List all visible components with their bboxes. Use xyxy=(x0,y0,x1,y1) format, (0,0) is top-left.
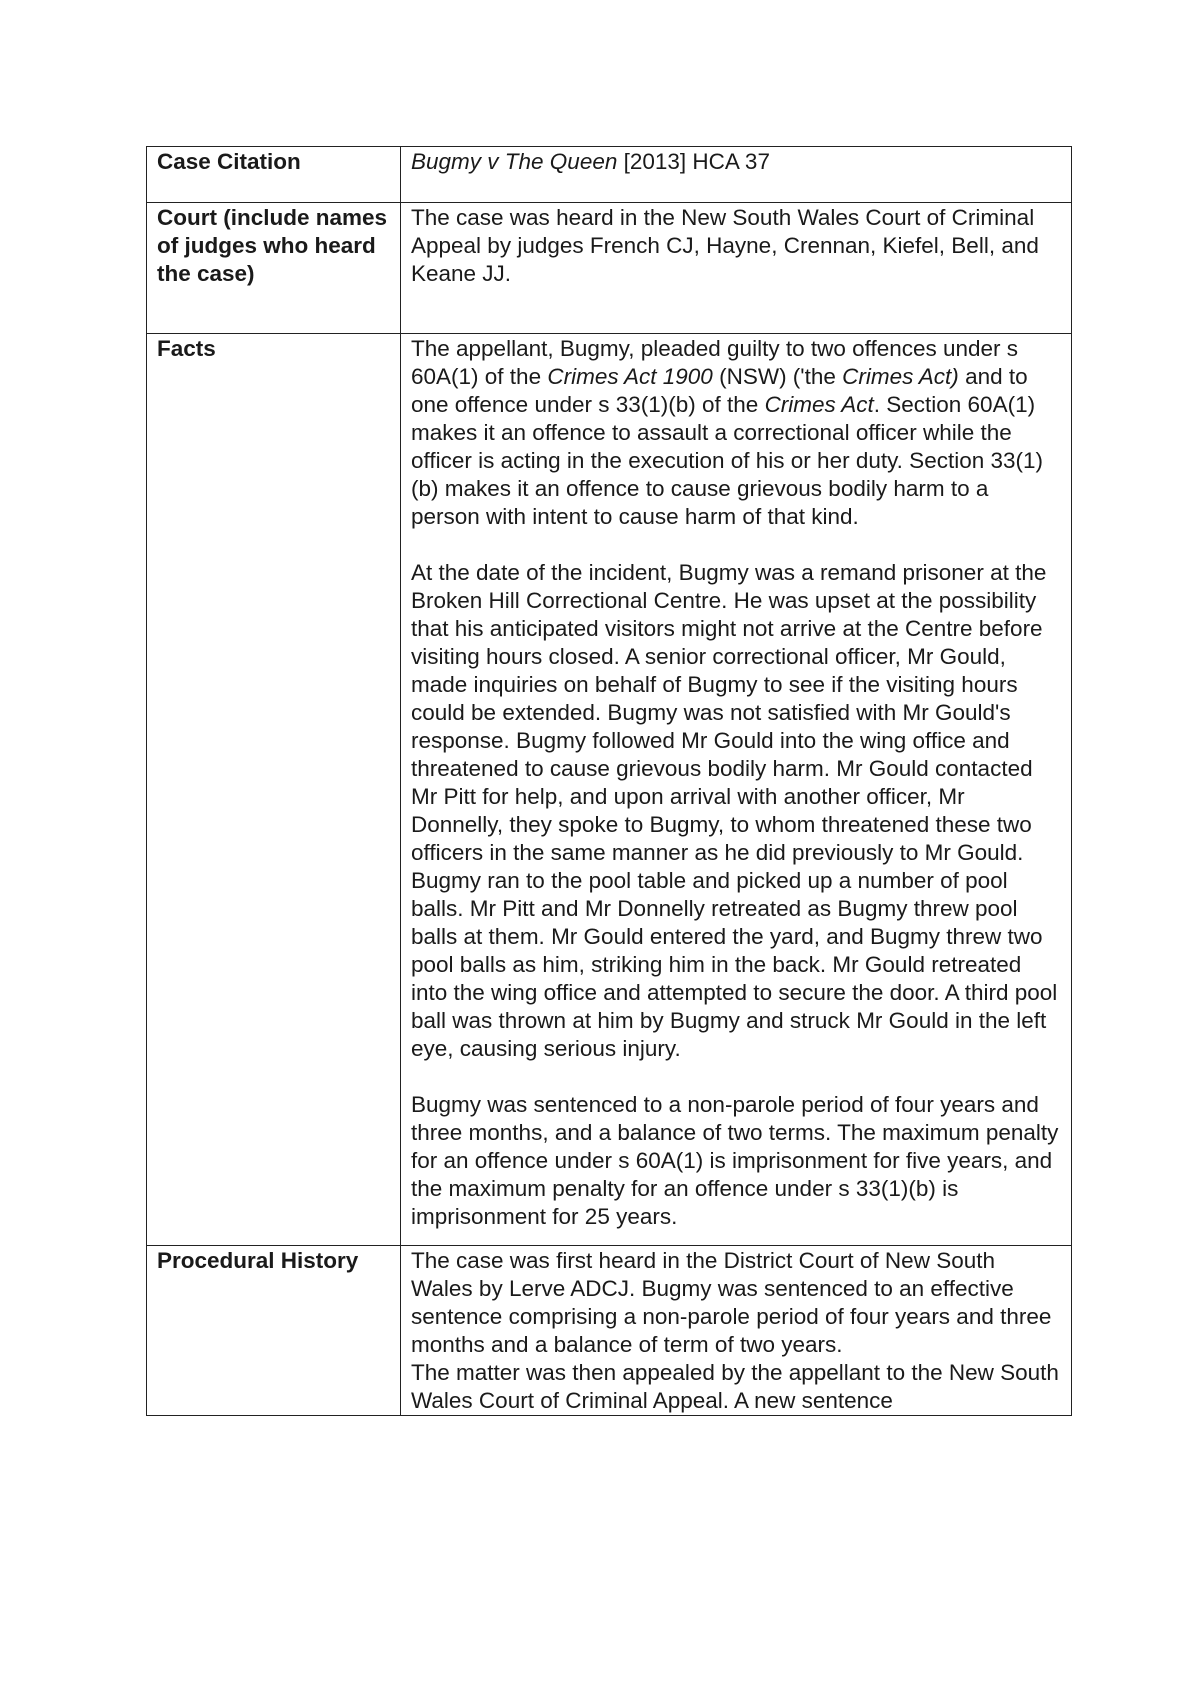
row-case-citation xyxy=(147,147,1072,203)
facts-p1-act-short: Crimes Act) xyxy=(842,364,959,389)
facts-paragraph-2: At the date of the incident, Bugmy was a remand prisoner at the Broken Hill Correctional Centre. He was upset at the possibility that his anticipated visitors might not arrive at the Centre before visiting hours closed. A senior correctional officer, Mr Gould, made inquiries on behalf of Bugmy to see if the visiting hours could be extended. Bugmy was not satisfied with Mr Gould's response. Bugmy followed Mr Gould into the wing office and threatened to cause grievous bodily harm. Mr Gould contacted Mr Pitt for help, and upon arrival with another officer, Mr Donnelly, they spoke to Bugmy, to whom threatened these two officers in the same manner as he did previously to Mr Gould. Bugmy ran to the pool table and picked up a number of pool balls. Mr Pitt and Mr Donnelly retreated as Bugmy threw pool balls at them. Mr Gould entered the yard, and Bugmy threw two pool balls as him, striking him in the back. Mr Gould retreated into the wing office and attempted to secure the door. A third pool ball was thrown at him by Bugmy and struck Mr Gould in the left eye, causing serious injury. xyxy=(411,560,1058,1061)
facts-p1-text-c: (NSW) ('the xyxy=(712,364,843,389)
case-reference: [2013] HCA 37 xyxy=(617,149,770,174)
row-court xyxy=(147,203,1072,334)
case-name: Bugmy v The Queen xyxy=(411,149,618,174)
row-facts xyxy=(147,334,1072,1246)
facts-paragraph-3: Bugmy was sentenced to a non-parole period of four years and three months, and a balance of two terms. The maximum penalty for an offence under s 60A(1) is imprisonment for five years, and the maximum penalty for an offence under s 33(1)(b) is imprisonment for 25 years. xyxy=(411,1092,1059,1229)
procedural-history-label: Procedural History xyxy=(147,1246,401,1416)
facts-p1-act-short-2: Crimes Act xyxy=(764,392,874,417)
court-value: The case was heard in the New South Wales Court of Criminal Appeal by judges French CJ, Hayne, Crennan, Kiefel, Bell, and Keane JJ. xyxy=(401,203,1072,334)
court-label: Court (include names of judges who heard the case) xyxy=(147,203,401,334)
procedural-history-value xyxy=(401,1246,1072,1416)
facts-paragraph-1 xyxy=(411,335,1061,531)
case-citation-value xyxy=(401,147,1072,203)
row-procedural-history xyxy=(147,1246,1072,1416)
facts-p1-act-name: Crimes Act 1900 xyxy=(547,364,713,389)
facts-value xyxy=(401,334,1072,1246)
facts-label: Facts xyxy=(147,334,401,1246)
case-citation-label: Case Citation xyxy=(147,147,401,203)
procedural-paragraph-2: The matter was then appealed by the appellant to the New South Wales Court of Criminal Appeal. A new sentence xyxy=(411,1360,1059,1413)
facts-p1-text-a: The appellant, Bugmy, pleaded guilty to two offences under s 60A(1) of the xyxy=(411,336,1019,389)
facts-p1-text-e: and to one offence under s 33(1)(b) of the xyxy=(411,364,1028,417)
procedural-paragraph-1: The case was first heard in the District Court of New South Wales by Lerve ADCJ. Bugmy was sentenced to an effective sentence comprising a non-parole period of four years and three months and a balance of term of two years. xyxy=(411,1248,1052,1357)
facts-p1-text-g: . Section 60A(1) makes it an offence to assault a correctional officer while the officer is acting in the execution of his or her duty. Section 33(1)(b) makes it an offence to cause grievous bodily harm to a person with intent to cause harm of that kind. xyxy=(411,392,1044,529)
case-summary-table xyxy=(146,146,1072,1416)
